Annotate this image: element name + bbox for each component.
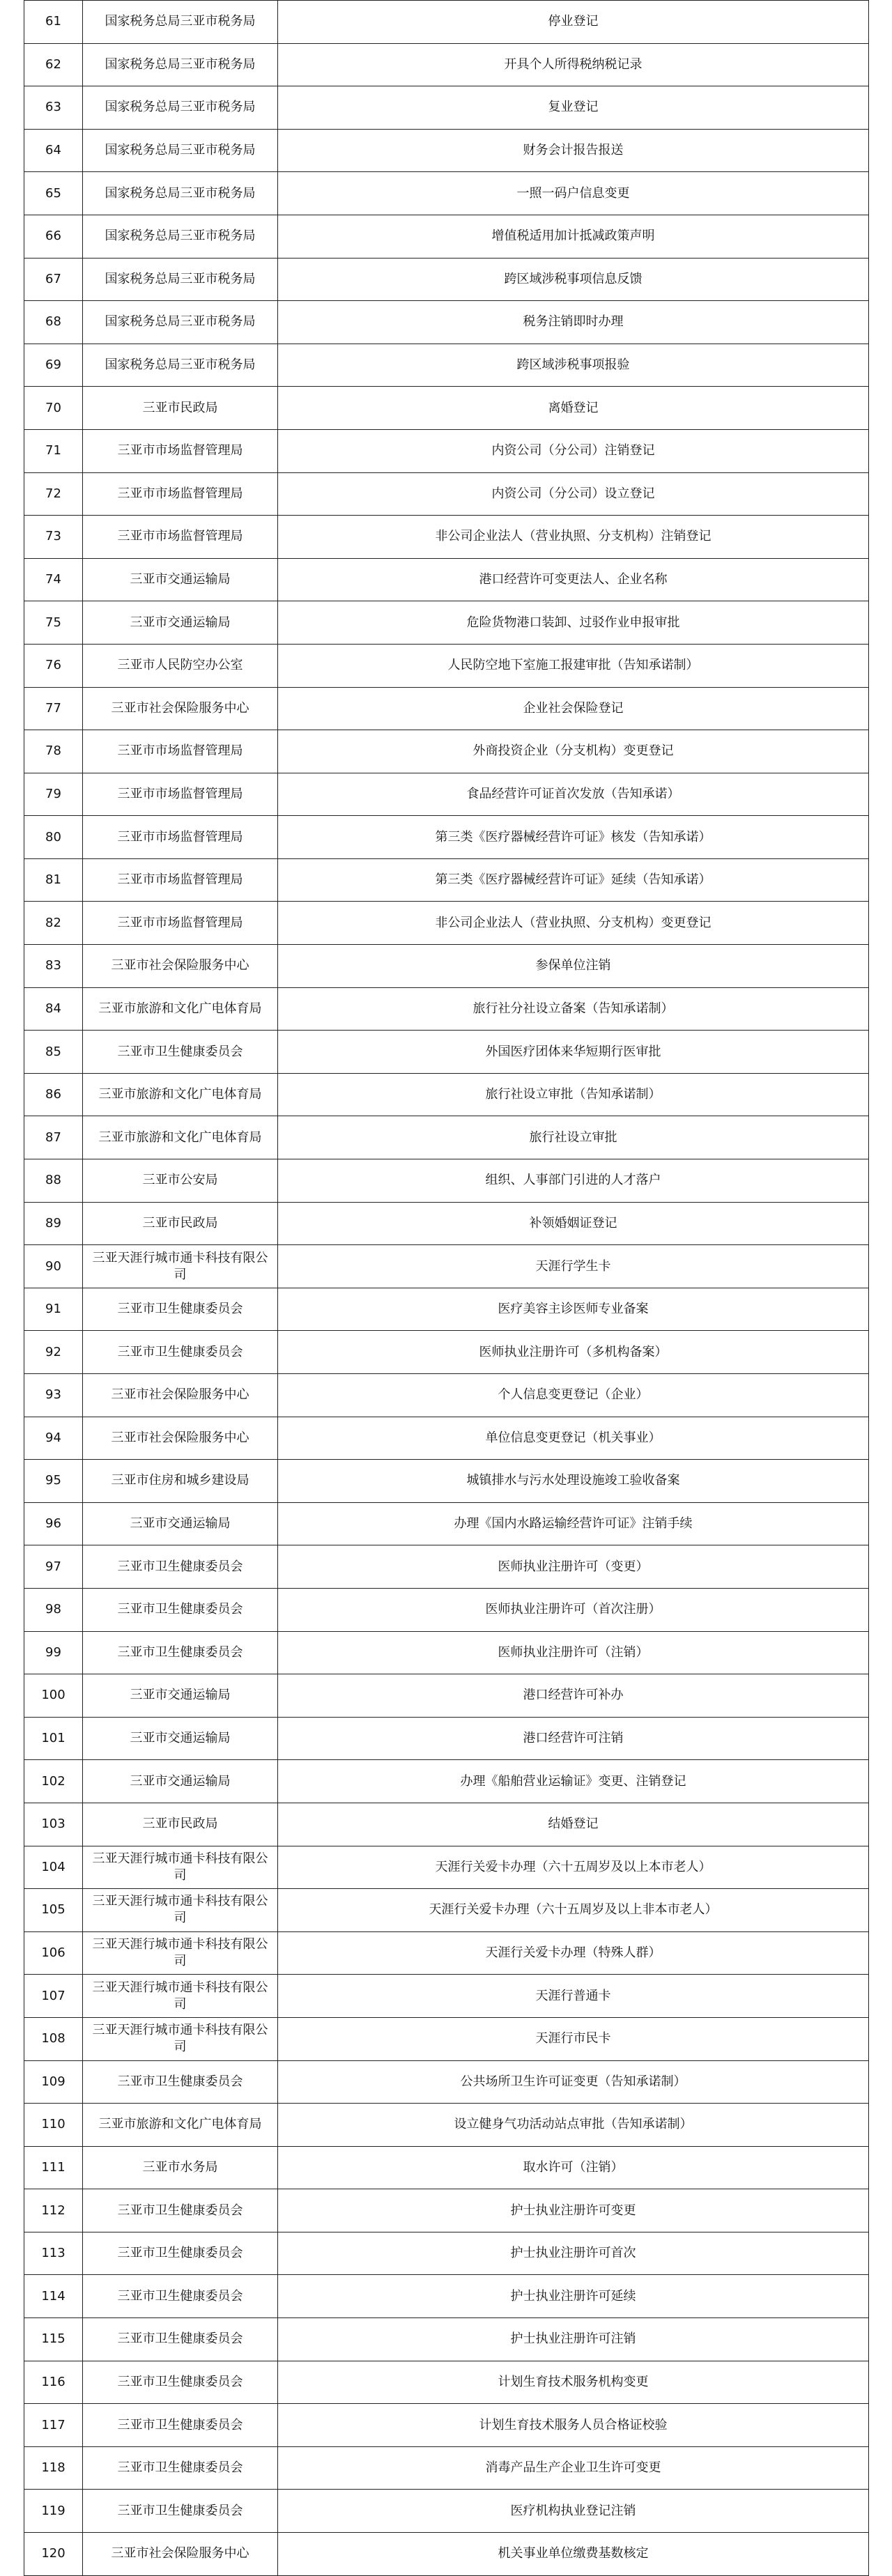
department-cell: 国家税务总局三亚市税务局 (83, 344, 278, 387)
table-row (24, 172, 869, 215)
department-cell: 国家税务总局三亚市税务局 (83, 43, 278, 86)
service-item-cell: 个人信息变更登记（企业） (278, 1374, 869, 1417)
table-row (24, 987, 869, 1031)
department-cell: 国家税务总局三亚市税务局 (83, 215, 278, 258)
department-cell: 三亚市卫生健康委员会 (83, 2361, 278, 2404)
department-cell: 三亚市市场监督管理局 (83, 858, 278, 902)
service-item-cell: 护士执业注册许可首次 (278, 2232, 869, 2275)
table-row (24, 1545, 869, 1589)
table-row (24, 773, 869, 816)
row-number-cell: 101 (24, 1717, 83, 1760)
service-item-cell: 办理《国内水路运输经营许可证》注销手续 (278, 1502, 869, 1545)
department-cell: 国家税务总局三亚市税务局 (83, 172, 278, 215)
table-row (24, 472, 869, 516)
department-cell: 三亚市社会保险服务中心 (83, 1417, 278, 1460)
row-number-cell: 120 (24, 2533, 83, 2576)
service-item-cell: 计划生育技术服务人员合格证校验 (278, 2404, 869, 2447)
row-number-cell: 99 (24, 1631, 83, 1674)
table-row (24, 43, 869, 86)
service-item-cell: 天涯行学生卡 (278, 1245, 869, 1288)
table-row (24, 1760, 869, 1803)
service-item-cell: 复业登记 (278, 86, 869, 130)
row-number-cell: 90 (24, 1245, 83, 1288)
department-cell: 三亚市旅游和文化广电体育局 (83, 1073, 278, 1116)
row-number-cell: 118 (24, 2446, 83, 2490)
service-item-cell: 外国医疗团体来华短期行医审批 (278, 1031, 869, 1074)
service-item-cell: 天涯行关爱卡办理（六十五周岁及以上本市老人） (278, 1846, 869, 1889)
department-cell: 三亚市社会保险服务中心 (83, 945, 278, 988)
table-row (24, 2189, 869, 2232)
service-item-cell: 机关事业单位缴费基数核定 (278, 2533, 869, 2576)
department-cell: 三亚市市场监督管理局 (83, 429, 278, 472)
service-item-cell: 第三类《医疗器械经营许可证》核发（告知承诺） (278, 816, 869, 859)
table-row (24, 1417, 869, 1460)
row-number-cell: 92 (24, 1331, 83, 1374)
table-row (24, 1931, 869, 1975)
service-item-cell: 企业社会保险登记 (278, 687, 869, 730)
row-number-cell: 113 (24, 2232, 83, 2275)
table-body (24, 1, 869, 2576)
table-row (24, 558, 869, 601)
row-number-cell: 107 (24, 1975, 83, 2018)
table-row (24, 902, 869, 945)
table-row (24, 1159, 869, 1203)
table-row (24, 387, 869, 430)
service-item-cell: 取水许可（注销） (278, 2146, 869, 2189)
service-item-cell: 医师执业注册许可（多机构备案） (278, 1331, 869, 1374)
service-item-cell: 医师执业注册许可（变更） (278, 1545, 869, 1589)
table-row (24, 258, 869, 301)
table-row (24, 129, 869, 172)
service-item-cell: 港口经营许可补办 (278, 1674, 869, 1718)
row-number-cell: 98 (24, 1588, 83, 1631)
row-number-cell: 110 (24, 2104, 83, 2147)
table-row (24, 2404, 869, 2447)
department-cell: 三亚市旅游和文化广电体育局 (83, 987, 278, 1031)
row-number-cell: 96 (24, 1502, 83, 1545)
department-cell: 三亚市交通运输局 (83, 1502, 278, 1545)
department-cell: 三亚市水务局 (83, 2146, 278, 2189)
department-cell: 三亚市卫生健康委员会 (83, 1288, 278, 1331)
table-row (24, 2446, 869, 2490)
row-number-cell: 67 (24, 258, 83, 301)
table-row (24, 1717, 869, 1760)
table-row (24, 1031, 869, 1074)
department-cell: 三亚市市场监督管理局 (83, 472, 278, 516)
service-item-cell: 设立健身气功活动站点审批（告知承诺制） (278, 2104, 869, 2147)
row-number-cell: 97 (24, 1545, 83, 1589)
service-item-cell: 离婚登记 (278, 387, 869, 430)
department-cell: 三亚市卫生健康委员会 (83, 2232, 278, 2275)
service-item-cell: 天涯行市民卡 (278, 2017, 869, 2060)
row-number-cell: 66 (24, 215, 83, 258)
row-number-cell: 106 (24, 1931, 83, 1975)
row-number-cell: 79 (24, 773, 83, 816)
row-number-cell: 115 (24, 2318, 83, 2361)
row-number-cell: 81 (24, 858, 83, 902)
department-cell: 三亚市旅游和文化广电体育局 (83, 1116, 278, 1159)
department-cell: 国家税务总局三亚市税务局 (83, 86, 278, 130)
row-number-cell: 111 (24, 2146, 83, 2189)
table-row (24, 1245, 869, 1288)
table-row (24, 1588, 869, 1631)
service-item-cell: 办理《船舶营业运输证》变更、注销登记 (278, 1760, 869, 1803)
row-number-cell: 100 (24, 1674, 83, 1718)
service-item-cell: 财务会计报告报送 (278, 129, 869, 172)
row-number-cell: 64 (24, 129, 83, 172)
department-cell: 三亚市交通运输局 (83, 1760, 278, 1803)
table-row (24, 2318, 869, 2361)
service-item-cell: 外商投资企业（分支机构）变更登记 (278, 730, 869, 773)
table-row (24, 1116, 869, 1159)
row-number-cell: 109 (24, 2060, 83, 2104)
table-row (24, 945, 869, 988)
service-item-cell: 非公司企业法人（营业执照、分支机构）注销登记 (278, 516, 869, 559)
service-item-cell: 医师执业注册许可（首次注册） (278, 1588, 869, 1631)
department-cell: 国家税务总局三亚市税务局 (83, 301, 278, 344)
table-row (24, 601, 869, 645)
service-item-cell: 护士执业注册许可延续 (278, 2275, 869, 2318)
service-item-cell: 天涯行关爱卡办理（六十五周岁及以上非本市老人） (278, 1889, 869, 1932)
service-item-cell: 跨区域涉税事项报验 (278, 344, 869, 387)
row-number-cell: 105 (24, 1889, 83, 1932)
table-row (24, 2104, 869, 2147)
table-row (24, 2533, 869, 2576)
row-number-cell: 87 (24, 1116, 83, 1159)
table-row (24, 2146, 869, 2189)
department-cell: 三亚市社会保险服务中心 (83, 687, 278, 730)
row-number-cell: 69 (24, 344, 83, 387)
department-cell: 三亚市卫生健康委员会 (83, 2275, 278, 2318)
service-item-cell: 危险货物港口装卸、过驳作业申报审批 (278, 601, 869, 645)
department-cell: 国家税务总局三亚市税务局 (83, 1, 278, 44)
table-row (24, 1803, 869, 1846)
service-item-cell: 医师执业注册许可（注销） (278, 1631, 869, 1674)
department-cell: 三亚市交通运输局 (83, 558, 278, 601)
table-row (24, 1846, 869, 1889)
department-cell: 三亚市卫生健康委员会 (83, 2446, 278, 2490)
row-number-cell: 94 (24, 1417, 83, 1460)
department-cell: 三亚市社会保险服务中心 (83, 1374, 278, 1417)
row-number-cell: 68 (24, 301, 83, 344)
department-cell: 三亚市市场监督管理局 (83, 816, 278, 859)
service-item-cell: 医疗机构执业登记注销 (278, 2490, 869, 2533)
department-cell: 三亚市卫生健康委员会 (83, 2060, 278, 2104)
row-number-cell: 65 (24, 172, 83, 215)
department-cell: 三亚市民政局 (83, 1202, 278, 1245)
service-item-cell: 结婚登记 (278, 1803, 869, 1846)
service-item-cell: 增值税适用加计抵减政策声明 (278, 215, 869, 258)
department-cell: 三亚市卫生健康委员会 (83, 2404, 278, 2447)
department-cell: 三亚天涯行城市通卡科技有限公司 (83, 1975, 278, 2018)
service-item-cell: 旅行社设立审批（告知承诺制） (278, 1073, 869, 1116)
row-number-cell: 77 (24, 687, 83, 730)
row-number-cell: 61 (24, 1, 83, 44)
department-cell: 三亚天涯行城市通卡科技有限公司 (83, 1889, 278, 1932)
row-number-cell: 73 (24, 516, 83, 559)
department-cell: 三亚市卫生健康委员会 (83, 1631, 278, 1674)
row-number-cell: 84 (24, 987, 83, 1031)
department-cell: 三亚天涯行城市通卡科技有限公司 (83, 1931, 278, 1975)
table-row (24, 2232, 869, 2275)
table-row (24, 1674, 869, 1718)
department-cell: 国家税务总局三亚市税务局 (83, 129, 278, 172)
service-item-cell: 补领婚姻证登记 (278, 1202, 869, 1245)
department-cell: 三亚市卫生健康委员会 (83, 1588, 278, 1631)
service-item-cell: 消毒产品生产企业卫生许可变更 (278, 2446, 869, 2490)
table-row (24, 2060, 869, 2104)
service-items-table (24, 0, 869, 2576)
department-cell: 三亚天涯行城市通卡科技有限公司 (83, 2017, 278, 2060)
department-cell: 三亚市卫生健康委员会 (83, 2189, 278, 2232)
row-number-cell: 76 (24, 644, 83, 687)
table-row (24, 687, 869, 730)
service-item-cell: 天涯行关爱卡办理（特殊人群） (278, 1931, 869, 1975)
table-row (24, 730, 869, 773)
department-cell: 三亚市卫生健康委员会 (83, 2318, 278, 2361)
service-item-cell: 护士执业注册许可注销 (278, 2318, 869, 2361)
service-item-cell: 第三类《医疗器械经营许可证》延续（告知承诺） (278, 858, 869, 902)
table-row (24, 215, 869, 258)
department-cell: 三亚市市场监督管理局 (83, 902, 278, 945)
row-number-cell: 91 (24, 1288, 83, 1331)
row-number-cell: 102 (24, 1760, 83, 1803)
service-item-cell: 护士执业注册许可变更 (278, 2189, 869, 2232)
row-number-cell: 71 (24, 429, 83, 472)
department-cell: 三亚天涯行城市通卡科技有限公司 (83, 1846, 278, 1889)
table-row (24, 2017, 869, 2060)
department-cell: 三亚市民政局 (83, 387, 278, 430)
table-row (24, 516, 869, 559)
department-cell: 三亚市交通运输局 (83, 1674, 278, 1718)
row-number-cell: 86 (24, 1073, 83, 1116)
department-cell: 三亚市卫生健康委员会 (83, 2490, 278, 2533)
table-row (24, 1975, 869, 2018)
row-number-cell: 63 (24, 86, 83, 130)
service-item-cell: 参保单位注销 (278, 945, 869, 988)
service-item-cell: 天涯行普通卡 (278, 1975, 869, 2018)
department-cell: 三亚市卫生健康委员会 (83, 1331, 278, 1374)
row-number-cell: 62 (24, 43, 83, 86)
service-item-cell: 港口经营许可注销 (278, 1717, 869, 1760)
row-number-cell: 80 (24, 816, 83, 859)
department-cell: 三亚市公安局 (83, 1159, 278, 1203)
row-number-cell: 83 (24, 945, 83, 988)
row-number-cell: 104 (24, 1846, 83, 1889)
table-row (24, 1073, 869, 1116)
table-row (24, 1202, 869, 1245)
service-item-cell: 旅行社设立审批 (278, 1116, 869, 1159)
service-item-cell: 非公司企业法人（营业执照、分支机构）变更登记 (278, 902, 869, 945)
department-cell: 三亚市民政局 (83, 1803, 278, 1846)
table-row (24, 1, 869, 44)
department-cell: 三亚市市场监督管理局 (83, 773, 278, 816)
department-cell: 三亚市人民防空办公室 (83, 644, 278, 687)
document-page (24, 0, 892, 2576)
department-cell: 三亚市交通运输局 (83, 601, 278, 645)
service-item-cell: 一照一码户信息变更 (278, 172, 869, 215)
service-item-cell: 内资公司（分公司）注销登记 (278, 429, 869, 472)
table-row (24, 2275, 869, 2318)
service-item-cell: 公共场所卫生许可证变更（告知承诺制） (278, 2060, 869, 2104)
service-item-cell: 停业登记 (278, 1, 869, 44)
row-number-cell: 117 (24, 2404, 83, 2447)
service-item-cell: 人民防空地下室施工报建审批（告知承诺制） (278, 644, 869, 687)
department-cell: 三亚市交通运输局 (83, 1717, 278, 1760)
row-number-cell: 103 (24, 1803, 83, 1846)
table-row (24, 816, 869, 859)
table-row (24, 644, 869, 687)
row-number-cell: 114 (24, 2275, 83, 2318)
table-row (24, 1374, 869, 1417)
row-number-cell: 93 (24, 1374, 83, 1417)
table-row (24, 1889, 869, 1932)
row-number-cell: 95 (24, 1460, 83, 1503)
row-number-cell: 78 (24, 730, 83, 773)
service-item-cell: 旅行社分社设立备案（告知承诺制） (278, 987, 869, 1031)
service-item-cell: 税务注销即时办理 (278, 301, 869, 344)
department-cell: 三亚市住房和城乡建设局 (83, 1460, 278, 1503)
service-item-cell: 单位信息变更登记（机关事业） (278, 1417, 869, 1460)
row-number-cell: 85 (24, 1031, 83, 1074)
table-row (24, 1288, 869, 1331)
table-row (24, 2361, 869, 2404)
table-row (24, 1460, 869, 1503)
department-cell: 三亚市社会保险服务中心 (83, 2533, 278, 2576)
table-row (24, 301, 869, 344)
service-item-cell: 开具个人所得税纳税记录 (278, 43, 869, 86)
table-row (24, 1502, 869, 1545)
service-item-cell: 医疗美容主诊医师专业备案 (278, 1288, 869, 1331)
service-item-cell: 计划生育技术服务机构变更 (278, 2361, 869, 2404)
department-cell: 国家税务总局三亚市税务局 (83, 258, 278, 301)
service-item-cell: 内资公司（分公司）设立登记 (278, 472, 869, 516)
row-number-cell: 88 (24, 1159, 83, 1203)
table-row (24, 1631, 869, 1674)
row-number-cell: 70 (24, 387, 83, 430)
row-number-cell: 119 (24, 2490, 83, 2533)
department-cell: 三亚市市场监督管理局 (83, 730, 278, 773)
table-row (24, 2490, 869, 2533)
department-cell: 三亚市旅游和文化广电体育局 (83, 2104, 278, 2147)
service-item-cell: 港口经营许可变更法人、企业名称 (278, 558, 869, 601)
service-item-cell: 食品经营许可证首次发放（告知承诺） (278, 773, 869, 816)
service-item-cell: 跨区域涉税事项信息反馈 (278, 258, 869, 301)
service-item-cell: 城镇排水与污水处理设施竣工验收备案 (278, 1460, 869, 1503)
row-number-cell: 112 (24, 2189, 83, 2232)
department-cell: 三亚市卫生健康委员会 (83, 1545, 278, 1589)
department-cell: 三亚市市场监督管理局 (83, 516, 278, 559)
table-row (24, 429, 869, 472)
service-item-cell: 组织、人事部门引进的人才落户 (278, 1159, 869, 1203)
table-row (24, 1331, 869, 1374)
table-row (24, 858, 869, 902)
table-row (24, 344, 869, 387)
row-number-cell: 72 (24, 472, 83, 516)
row-number-cell: 116 (24, 2361, 83, 2404)
row-number-cell: 74 (24, 558, 83, 601)
row-number-cell: 89 (24, 1202, 83, 1245)
department-cell: 三亚市卫生健康委员会 (83, 1031, 278, 1074)
table-row (24, 86, 869, 130)
row-number-cell: 82 (24, 902, 83, 945)
row-number-cell: 75 (24, 601, 83, 645)
row-number-cell: 108 (24, 2017, 83, 2060)
department-cell: 三亚天涯行城市通卡科技有限公司 (83, 1245, 278, 1288)
